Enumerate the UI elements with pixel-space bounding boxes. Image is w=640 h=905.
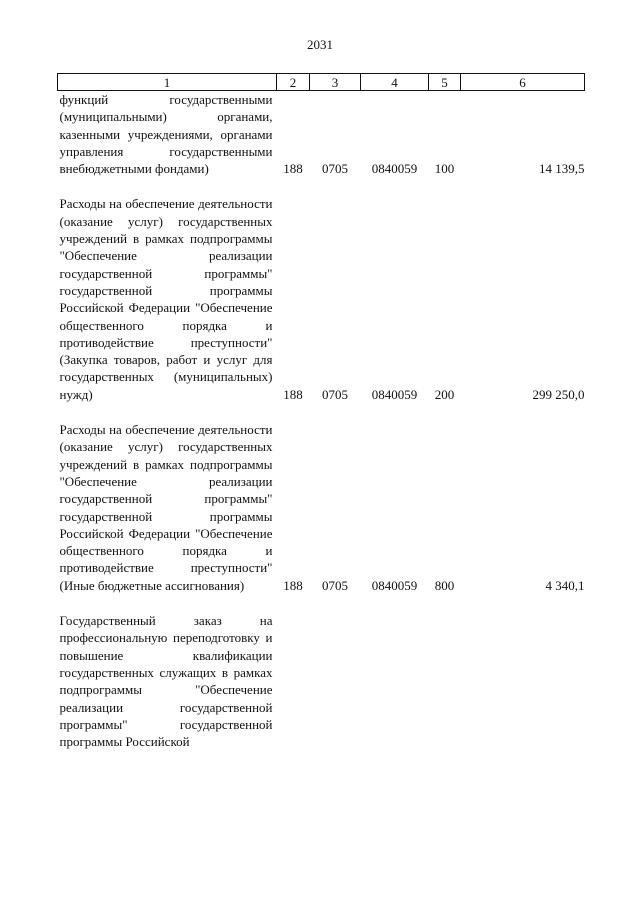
table-row [58,421,585,612]
row-ministry-code [277,612,310,768]
row-expense-type: 800 [434,577,455,593]
row-amount: 4 340,1 [545,577,585,593]
column-header-3: 3 [310,74,361,91]
row-target-code: 0840059 [371,577,418,593]
column-header-5: 5 [429,74,461,91]
row-target-code [361,612,429,768]
column-header-2: 2 [277,74,310,91]
column-header-6: 6 [461,74,585,91]
row-section-code: 0705 [322,386,348,402]
row-description: Расходы на обеспечение деятельности (оказание услуг) государственных учреждений в рамках подпрограммы "Обеспечение реализации государственной программы" государственной программы Российской Федерации "Обеспечение общественного порядка и противодействие преступности" (Закупка товаров, работ и услуг для государственных (муниципальных) нужд) [59,196,273,402]
row-description: Расходы на обеспечение деятельности (оказание услуг) государственных учреждений в рамках подпрограммы "Обеспечение реализации государственной программы" государственной программы Российской Федерации "Обеспечение общественного порядка и противодействие преступности" (Иные бюджетные ассигнования) [59,422,273,593]
row-ministry-code: 188 [283,161,303,177]
table-row [58,612,585,768]
column-header-4: 4 [361,74,429,91]
row-amount [461,612,585,768]
row-expense-type: 200 [434,386,455,402]
row-description: функций государственными (муниципальными) органами, казенными учреждениями, органами управления государственными внебюджетными фондами) [59,92,273,177]
row-amount: 299 250,0 [532,386,585,402]
row-description: Государственный заказ на профессиональную переподготовку и повышение квалификации государственных служащих в рамках подпрограммы "Обеспечение реализации государственной программы" государственной программы Российской [59,613,273,750]
budget-table [57,73,585,768]
table-row [58,195,585,421]
row-ministry-code: 188 [283,577,303,593]
row-ministry-code: 188 [283,386,303,402]
row-section-code: 0705 [322,577,348,593]
page-number: 2031 [307,37,333,52]
column-header-1: 1 [58,74,277,91]
row-section-code: 0705 [322,161,348,177]
table-header-row [58,74,585,91]
row-section-code [310,612,361,768]
row-expense-type: 100 [434,161,455,177]
row-target-code: 0840059 [371,386,418,402]
row-target-code: 0840059 [371,161,418,177]
row-expense-type [429,612,461,768]
table-row [58,91,585,196]
row-amount: 14 139,5 [539,161,585,177]
